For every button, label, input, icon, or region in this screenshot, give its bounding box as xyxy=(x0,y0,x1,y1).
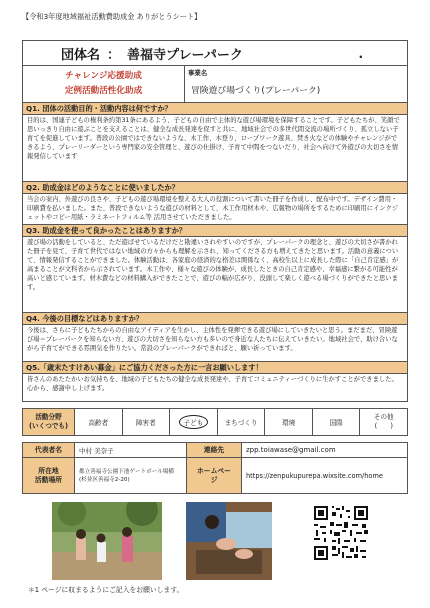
org-name-separator: ： xyxy=(107,47,121,63)
field-label: まちづくり xyxy=(224,419,258,427)
org-name-label: 団体名 xyxy=(61,47,101,63)
field-disability[interactable] xyxy=(123,409,171,435)
footer-note: ＊1 ページに収まるようにご記入をお願いします。 xyxy=(28,586,184,594)
grant-types xyxy=(23,66,185,102)
org-name-box xyxy=(22,40,408,66)
field-environment[interactable] xyxy=(265,409,313,435)
qr-code[interactable] xyxy=(312,504,370,562)
q2-title: Q2. 助成金はどのようなことに使いましたか？ xyxy=(22,182,408,194)
org-name-trailing: . xyxy=(358,47,363,61)
field-community[interactable] xyxy=(218,409,266,435)
field-other[interactable] xyxy=(360,409,407,435)
field-elderly[interactable] xyxy=(75,409,123,435)
q3-body: 遊び場の活動をしていると、ただ遊ばせているだけだと勘違いされやすいのですが、プレーパークの理念と、遊びの大切さが書かれた冊子を見て、子育て世代ではない地域の方々からも理解を示され、知ってくださる方も増えてきたと思います。活動の意義について、情報発信することができました。体験活動は、各家庭の経済的な格差は関係なく、高校生以上に成長した際に「自己肯定感」が高まることが文科省から示されています。木工作や、様々な遊びの体験が、成長したときの自己肯定感や、幸福感に繋がる可能性が高いと感じています。材木費などの材料購入ができたことで、遊びの幅が広がり、没頭して楽しく遊べる場づくりができたと思います。 xyxy=(22,237,408,313)
activity-head-2: (いくつでも) xyxy=(29,422,68,430)
photo-children-playing xyxy=(52,502,162,580)
rep-label xyxy=(23,443,75,457)
field-label: 高齢者 xyxy=(88,419,109,427)
location-value-2: (杉並区善福寺2-20) xyxy=(79,476,130,483)
rep-label-text: 代表者名 xyxy=(34,445,63,454)
field-label: 国際 xyxy=(329,419,343,427)
activity-head-1: 活動分野 xyxy=(35,413,62,421)
field-label: 障害者 xyxy=(135,419,156,427)
q1-body: 目的は、国連子どもの権利条約第31条にあるよう、子どもの自由で主体的な遊び場環境を保障することです。子どもたちが、笑顔で思いっきり自由に遊ぶことを支えることは、健全な成長発達を促すと共に、地域社会での多世代間交流の場所づくり、孤立しない子育てを促進しています。普段の公園ではできないような、木工作、木登り、ロープワーク遊具、焚き火などの体験やチャレンジができるよう、プレーリーダーという専門家の安全管理と、遊びの仕掛け、子育て中間をつないだり、社会へ向けて外遊びの大切さを情報発信しています xyxy=(22,115,408,182)
contact-label xyxy=(186,443,242,457)
header-note: 【令和3年度地域福祉活動費助成金 ありがとうシート】 xyxy=(22,12,202,21)
grant-type-challenge: チャレンジ応援助成 xyxy=(65,71,142,81)
activity-fields-row xyxy=(22,408,408,436)
location-label-2: 活動場所 xyxy=(34,475,63,484)
project-label: 事業名 xyxy=(188,69,208,77)
q3-title: Q3. 助成金を使って良かったことはありますか？ xyxy=(22,225,408,237)
q4-title: Q4. 今後の目標などはありますか？ xyxy=(22,313,408,325)
location-value xyxy=(76,458,186,493)
homepage-link[interactable]: https://zenpukupurepa.wixsite.com/home xyxy=(246,471,383,480)
field-label-selected: 子ども xyxy=(179,415,209,429)
org-name-value: 善福寺プレーパーク xyxy=(127,47,243,63)
location-label-1: 所在地 xyxy=(38,466,59,475)
location-label xyxy=(23,458,75,493)
project-value: 冒険遊び場づくり(プレーパーク) xyxy=(191,86,321,96)
field-children[interactable] xyxy=(170,409,218,435)
activity-fields-header xyxy=(23,409,75,435)
rep-value: 中村 美奈子 xyxy=(79,446,114,455)
q1-title: Q1. 団体の活動目的・活動内容は何ですか？ xyxy=(22,103,408,115)
photo-crafting xyxy=(186,502,272,580)
contact-value: zpp.toiawase@gmail.com xyxy=(246,446,336,454)
field-label: 環境 xyxy=(282,419,296,427)
q5-body: 皆さんのあたたかいお気持ちを、地域の子どもたちの健全な成長発達や、子育てコミュニティーづくりに生かすことができました。心から、感謝申し上げます。 xyxy=(22,374,408,402)
contact-info-table xyxy=(22,442,408,494)
project-cell xyxy=(185,66,407,102)
q4-body: 今後は、さらに子どもたちからの自由なアイディアを生かし、主体性を発揮できる遊び場にしていきたいと思う。まだまだ、冒険遊び場＝プレーパークを知らない方、遊びの大切さを知らない方も多いので身近な人たちに伝えていきたい。地域社会で、助け合いながら子育てができる雰囲気を作りたい。常設のプレーパークができればと、願い祈っています。 xyxy=(22,325,408,362)
q5-title: Q5.「歳末たすけあい募金」にご協力くださった方に一言お願いします！ xyxy=(22,362,408,374)
field-international[interactable] xyxy=(313,409,361,435)
homepage-label xyxy=(186,458,242,493)
homepage-label-2: ジ xyxy=(210,475,218,484)
field-other-label: その他 xyxy=(373,413,394,421)
location-value-1: 都立善福寺公園下池ゲートボール場横 xyxy=(79,468,174,475)
grant-type-regular: 定例活動活性化助成 xyxy=(64,86,143,96)
q2-body: 当会の案内、外遊びの良さや、子どもの遊び場環境を整える大人の役割について書いた冊子を作成し、配布中です。デザイン費用・印刷費を払いました。また、普段できないような遊びの材料として、木工作用材木や、広報物の場所をするために印刷用にインクジェットやコピー用紙・ラミネートフィルム等 活用させていただきました。 xyxy=(22,194,408,225)
contact-label-text: 連絡先 xyxy=(203,445,225,454)
homepage-label-1: ホームペー xyxy=(197,466,231,475)
grant-table xyxy=(22,66,408,103)
field-other-paren: ( ) xyxy=(374,422,393,430)
